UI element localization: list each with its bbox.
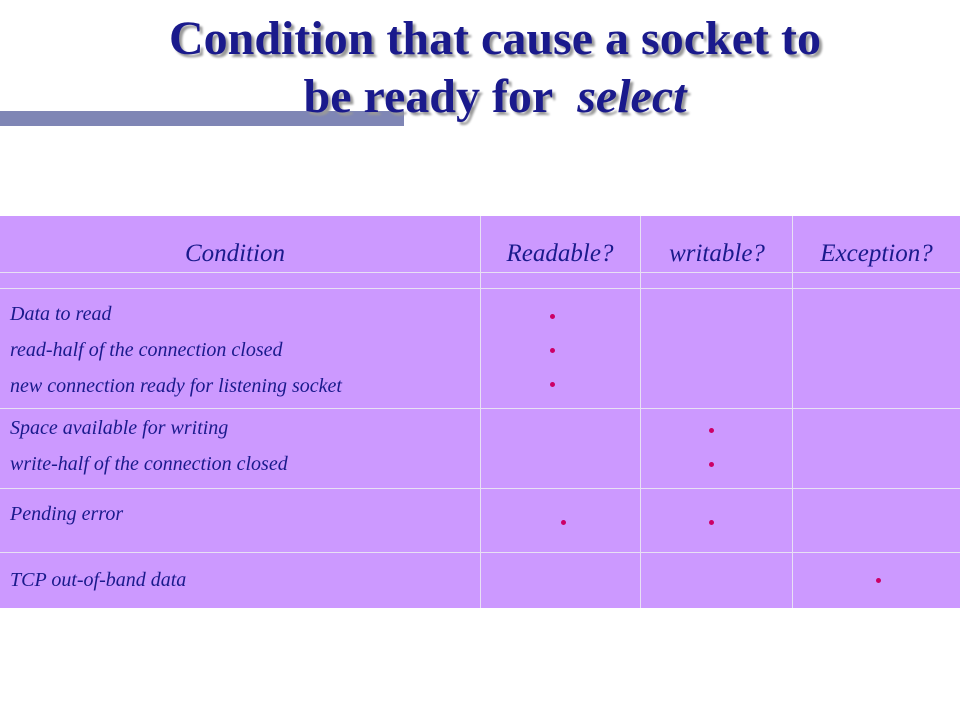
group-3-conditions	[10, 496, 480, 532]
header-exception: Exception?	[820, 240, 933, 267]
select-conditions-table	[0, 216, 960, 608]
table-column-rule	[480, 216, 481, 608]
mark-writable	[709, 428, 714, 433]
mark-writable	[709, 520, 714, 525]
group-2-conditions	[10, 410, 480, 482]
title-line-2-plain: be ready for	[303, 70, 554, 123]
condition-item: Pending error	[10, 503, 124, 525]
condition-item: Space available for writing	[10, 417, 229, 439]
group-4-conditions	[10, 562, 480, 598]
condition-item: Data to read	[10, 303, 112, 325]
mark-readable	[550, 382, 555, 387]
table-column-rule	[792, 216, 793, 608]
condition-item: write-half of the connection closed	[10, 453, 288, 475]
title-line-2	[0, 68, 960, 126]
header-writable: writable?	[669, 240, 765, 267]
mark-writable	[709, 462, 714, 467]
mark-exception	[876, 578, 881, 583]
condition-item: read-half of the connection closed	[10, 339, 283, 361]
header-readable: Readable?	[506, 240, 614, 267]
condition-item: new connection ready for listening socket	[10, 375, 342, 397]
header-condition: Condition	[184, 240, 285, 267]
title-line-2-italic: select	[577, 70, 687, 123]
condition-item: TCP out-of-band data	[10, 569, 187, 591]
title-line-1: Condition that cause a socket to	[168, 12, 821, 65]
group-1-conditions	[10, 296, 480, 404]
slide-title	[0, 10, 960, 126]
mark-readable	[550, 314, 555, 319]
table-column-rule	[640, 216, 641, 608]
mark-readable	[561, 520, 566, 525]
mark-readable	[550, 348, 555, 353]
